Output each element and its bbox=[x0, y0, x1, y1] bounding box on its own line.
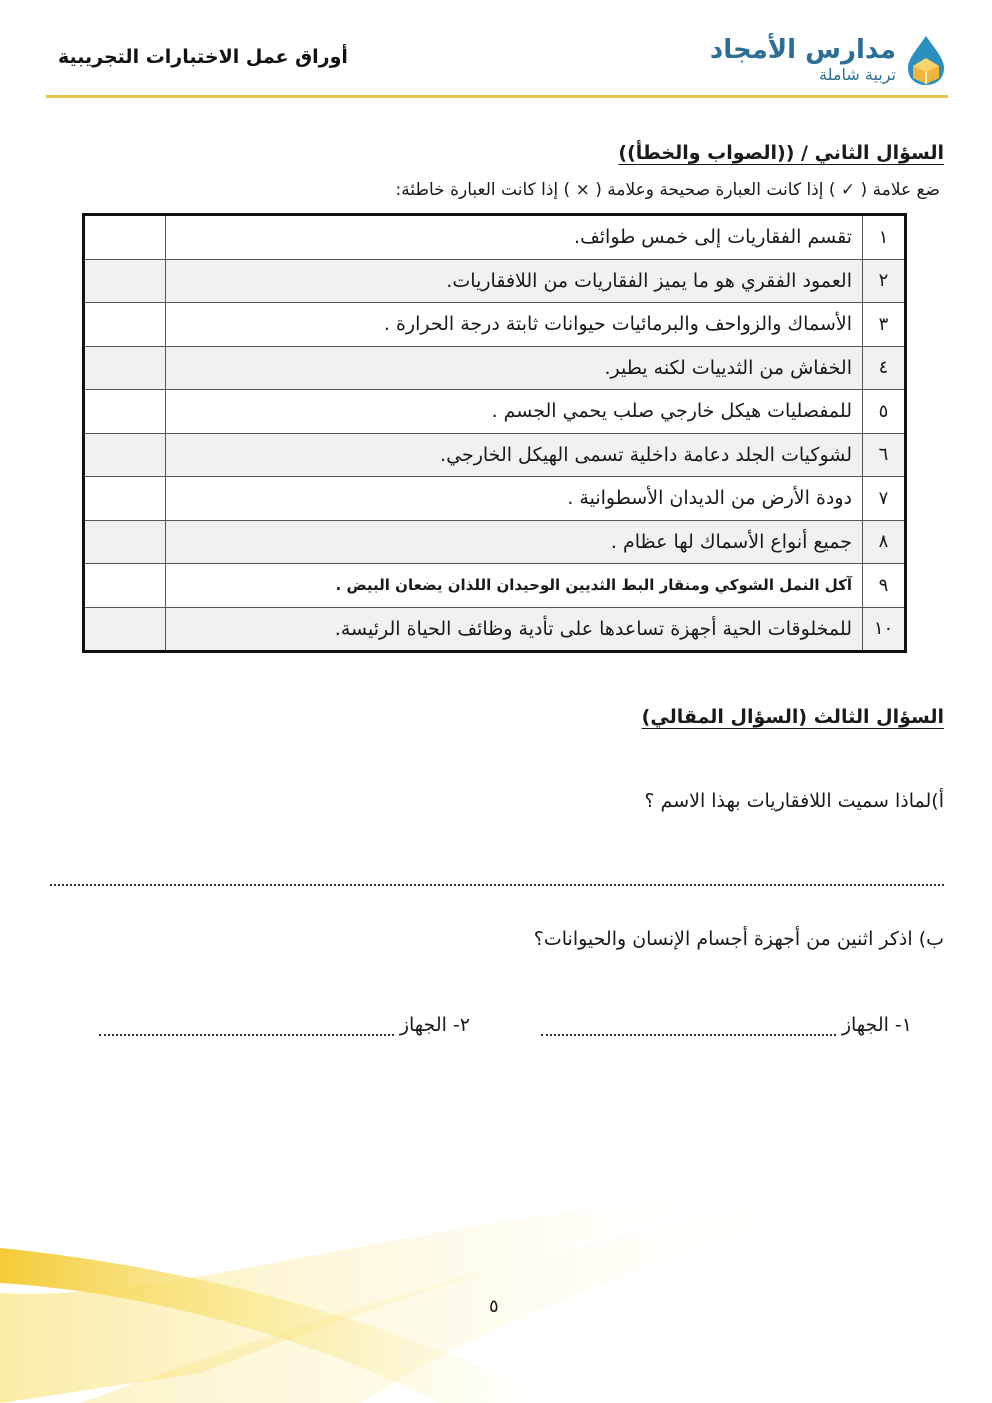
table-row bbox=[84, 346, 906, 390]
row-statement: آكل النمل الشوكي ومنقار البط الثديين الوحيدان اللذان يضعان البيض . bbox=[166, 564, 863, 608]
question-3b-text: ب) اذكر اثنين من أجهزة أجسام الإنسان والحيوانات؟ bbox=[533, 928, 944, 950]
answer-cell[interactable] bbox=[84, 346, 166, 390]
organ-2-answer bbox=[99, 1014, 470, 1036]
answer-cell[interactable] bbox=[84, 215, 166, 260]
row-statement: دودة الأرض من الديدان الأسطوانية . bbox=[166, 477, 863, 521]
table-row bbox=[84, 433, 906, 477]
answer-cell[interactable] bbox=[84, 607, 166, 652]
row-number: ٦ bbox=[863, 433, 906, 477]
row-statement: تقسم الفقاريات إلى خمس طوائف. bbox=[166, 215, 863, 260]
table-row bbox=[84, 520, 906, 564]
row-number: ٧ bbox=[863, 477, 906, 521]
table-row bbox=[84, 564, 906, 608]
answer-cell[interactable] bbox=[84, 477, 166, 521]
page-number: ٥ bbox=[489, 1296, 499, 1317]
organ-2-label: ٢- الجهاز bbox=[399, 1014, 470, 1036]
document-title: أوراق عمل الاختبارات التجريبية bbox=[58, 46, 348, 68]
row-number: ٩ bbox=[863, 564, 906, 608]
row-statement: للمفصليات هيكل خارجي صلب يحمي الجسم . bbox=[166, 390, 863, 434]
organ-1-answer bbox=[541, 1014, 912, 1036]
row-statement: جميع أنواع الأسماك لها عظام . bbox=[166, 520, 863, 564]
table-row bbox=[84, 215, 906, 260]
school-logo bbox=[710, 34, 948, 86]
answer-cell[interactable] bbox=[84, 564, 166, 608]
answer-line-3a[interactable] bbox=[50, 884, 944, 886]
question-2-instruction: ضع علامة ( ✓ ) إذا كانت العبارة صحيحة وعلامة ( × ) إذا كانت العبارة خاطئة: bbox=[395, 180, 940, 200]
row-statement: لشوكيات الجلد دعامة داخلية تسمى الهيكل الخارجي. bbox=[166, 433, 863, 477]
header-divider bbox=[46, 95, 948, 98]
table-row bbox=[84, 477, 906, 521]
true-false-table bbox=[82, 213, 907, 653]
table-row bbox=[84, 607, 906, 652]
logo-main-text: مدارس الأمجاد bbox=[709, 35, 896, 65]
row-number: ١ bbox=[863, 215, 906, 260]
row-number: ٨ bbox=[863, 520, 906, 564]
row-number: ٤ bbox=[863, 346, 906, 390]
organ-1-label: ١- الجهاز bbox=[841, 1014, 912, 1036]
drop-logo-icon bbox=[904, 34, 948, 86]
organ-2-line[interactable] bbox=[99, 1014, 394, 1036]
row-statement: العمود الفقري هو ما يميز الفقاريات من اللافقاريات. bbox=[166, 259, 863, 303]
table-row bbox=[84, 390, 906, 434]
table-row bbox=[84, 259, 906, 303]
answer-cell[interactable] bbox=[84, 520, 166, 564]
row-statement: للمخلوقات الحية أجهزة تساعدها على تأدية وظائف الحياة الرئيسة. bbox=[166, 607, 863, 652]
row-number: ٣ bbox=[863, 303, 906, 347]
logo-sub-text: تربية شاملة bbox=[819, 65, 896, 84]
answer-cell[interactable] bbox=[84, 433, 166, 477]
page-header bbox=[48, 28, 948, 98]
answer-cell[interactable] bbox=[84, 303, 166, 347]
answer-cell[interactable] bbox=[84, 259, 166, 303]
row-number: ١٠ bbox=[863, 607, 906, 652]
row-statement: الأسماك والزواحف والبرمائيات حيوانات ثابتة درجة الحرارة . bbox=[166, 303, 863, 347]
row-number: ٥ bbox=[863, 390, 906, 434]
decorative-swoosh bbox=[0, 1173, 992, 1403]
answer-cell[interactable] bbox=[84, 390, 166, 434]
question-3a-text: أ)لماذا سميت اللافقاريات بهذا الاسم ؟ bbox=[644, 790, 944, 812]
table-row bbox=[84, 303, 906, 347]
row-statement: الخفاش من الثدييات لكنه يطير. bbox=[166, 346, 863, 390]
row-number: ٢ bbox=[863, 259, 906, 303]
question-2-title: السؤال الثاني / ((الصواب والخطأ)) bbox=[618, 142, 944, 164]
organ-1-line[interactable] bbox=[541, 1014, 836, 1036]
question-3-title: السؤال الثالث (السؤال المقالي) bbox=[641, 706, 944, 728]
